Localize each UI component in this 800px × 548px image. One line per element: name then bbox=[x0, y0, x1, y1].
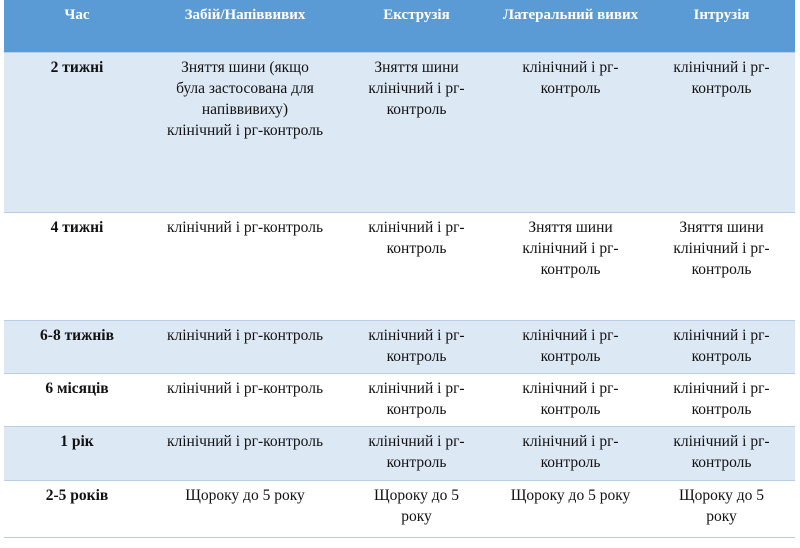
cell-lateral-luxation bbox=[493, 212, 648, 320]
time-cell: 2 тижні bbox=[4, 52, 150, 212]
cell-line: контроль bbox=[691, 79, 752, 97]
header-lateral-luxation: Латеральний вивих bbox=[493, 0, 648, 52]
cell-line: клінічний і рг-контроль bbox=[166, 326, 324, 344]
cell-line: була застосована для bbox=[176, 79, 314, 97]
table-header bbox=[4, 0, 795, 52]
cell-extrusion bbox=[340, 426, 493, 480]
follow-up-table bbox=[4, 0, 795, 538]
cell-extrusion bbox=[340, 212, 493, 320]
cell-line: Зняття шини bbox=[528, 218, 613, 236]
cell-line: клінічний і рг- bbox=[673, 432, 770, 450]
cell-line: клінічний і рг- bbox=[673, 379, 770, 397]
time-cell: 6 місяців bbox=[4, 373, 150, 426]
cell-line: контроль bbox=[386, 347, 447, 365]
header-extrusion: Екструзія bbox=[340, 0, 493, 52]
cell-line: контроль bbox=[540, 453, 601, 471]
cell-line: клінічний і рг- bbox=[522, 379, 619, 397]
table-body bbox=[4, 52, 795, 537]
cell-line: клінічний і рг- bbox=[368, 79, 465, 97]
time-cell: 2-5 років bbox=[4, 480, 150, 537]
follow-up-table-container bbox=[4, 0, 795, 538]
cell-line: клінічний і рг- bbox=[368, 432, 465, 450]
cell-intrusion bbox=[648, 480, 795, 537]
table-row bbox=[4, 52, 795, 212]
cell-line: клінічний і рг- bbox=[368, 326, 465, 344]
cell-extrusion bbox=[340, 320, 493, 373]
cell-line: контроль bbox=[691, 400, 752, 418]
cell-line: клінічний і рг- bbox=[368, 379, 465, 397]
cell-line: року bbox=[401, 507, 432, 525]
table-row bbox=[4, 320, 795, 373]
cell-line: контроль bbox=[691, 260, 752, 278]
table-row bbox=[4, 480, 795, 537]
cell-lateral-luxation bbox=[493, 373, 648, 426]
cell-extrusion bbox=[340, 480, 493, 537]
cell-line: клінічний і рг- bbox=[673, 58, 770, 76]
cell-line: контроль bbox=[691, 453, 752, 471]
header-time: Час bbox=[4, 0, 150, 52]
table-row bbox=[4, 426, 795, 480]
cell-line: клінічний і рг- bbox=[673, 326, 770, 344]
cell-lateral-luxation bbox=[493, 426, 648, 480]
cell-extrusion bbox=[340, 373, 493, 426]
cell-line: контроль bbox=[386, 400, 447, 418]
cell-line: контроль bbox=[540, 79, 601, 97]
cell-line: клінічний і рг- bbox=[368, 218, 465, 236]
cell-line: Зняття шини bbox=[679, 218, 764, 236]
cell-concussion-subluxation bbox=[150, 212, 340, 320]
cell-intrusion bbox=[648, 52, 795, 212]
cell-line: Зняття шини (якщо bbox=[181, 58, 309, 76]
time-cell: 6-8 тижнів bbox=[4, 320, 150, 373]
cell-line: контроль bbox=[540, 260, 601, 278]
cell-line: клінічний і рг- bbox=[673, 239, 770, 257]
cell-concussion-subluxation bbox=[150, 480, 340, 537]
header-concussion-subluxation: Забій/Напіввивих bbox=[150, 0, 340, 52]
cell-line: року bbox=[706, 507, 737, 525]
cell-line: контроль bbox=[540, 400, 601, 418]
header-row bbox=[4, 0, 795, 52]
table-row bbox=[4, 373, 795, 426]
cell-line: клінічний і рг-контроль bbox=[166, 379, 324, 397]
cell-lateral-luxation bbox=[493, 480, 648, 537]
table-row bbox=[4, 212, 795, 320]
cell-line: Щороку до 5 року bbox=[185, 486, 305, 504]
cell-intrusion bbox=[648, 426, 795, 480]
time-cell: 4 тижні bbox=[4, 212, 150, 320]
cell-line: клінічний і рг- bbox=[522, 432, 619, 450]
cell-line: контроль bbox=[386, 100, 447, 118]
cell-concussion-subluxation bbox=[150, 373, 340, 426]
cell-line: Щороку до 5 року bbox=[510, 486, 631, 504]
cell-line: контроль bbox=[386, 453, 447, 471]
cell-concussion-subluxation bbox=[150, 320, 340, 373]
cell-line: клінічний і рг-контроль bbox=[166, 432, 324, 450]
header-intrusion: Інтрузія bbox=[648, 0, 795, 52]
cell-lateral-luxation bbox=[493, 52, 648, 212]
cell-lateral-luxation bbox=[493, 320, 648, 373]
cell-intrusion bbox=[648, 212, 795, 320]
cell-line: Щороку до 5 bbox=[373, 486, 460, 504]
cell-concussion-subluxation bbox=[150, 52, 340, 212]
cell-intrusion bbox=[648, 320, 795, 373]
cell-line: напіввивиху) bbox=[201, 100, 289, 118]
cell-line: клінічний і рг- bbox=[522, 239, 619, 257]
cell-extrusion bbox=[340, 52, 493, 212]
cell-line: контроль bbox=[540, 347, 601, 365]
cell-line: клінічний і рг- bbox=[522, 326, 619, 344]
cell-line: клінічний і рг-контроль bbox=[166, 121, 324, 139]
cell-line: контроль bbox=[386, 239, 447, 257]
cell-line: клінічний і рг- bbox=[522, 58, 619, 76]
cell-line: клінічний і рг-контроль bbox=[166, 218, 324, 236]
cell-concussion-subluxation bbox=[150, 426, 340, 480]
cell-intrusion bbox=[648, 373, 795, 426]
cell-line: контроль bbox=[691, 347, 752, 365]
cell-line: Зняття шини bbox=[374, 58, 459, 76]
time-cell: 1 рік bbox=[4, 426, 150, 480]
cell-line: Щороку до 5 bbox=[678, 486, 765, 504]
